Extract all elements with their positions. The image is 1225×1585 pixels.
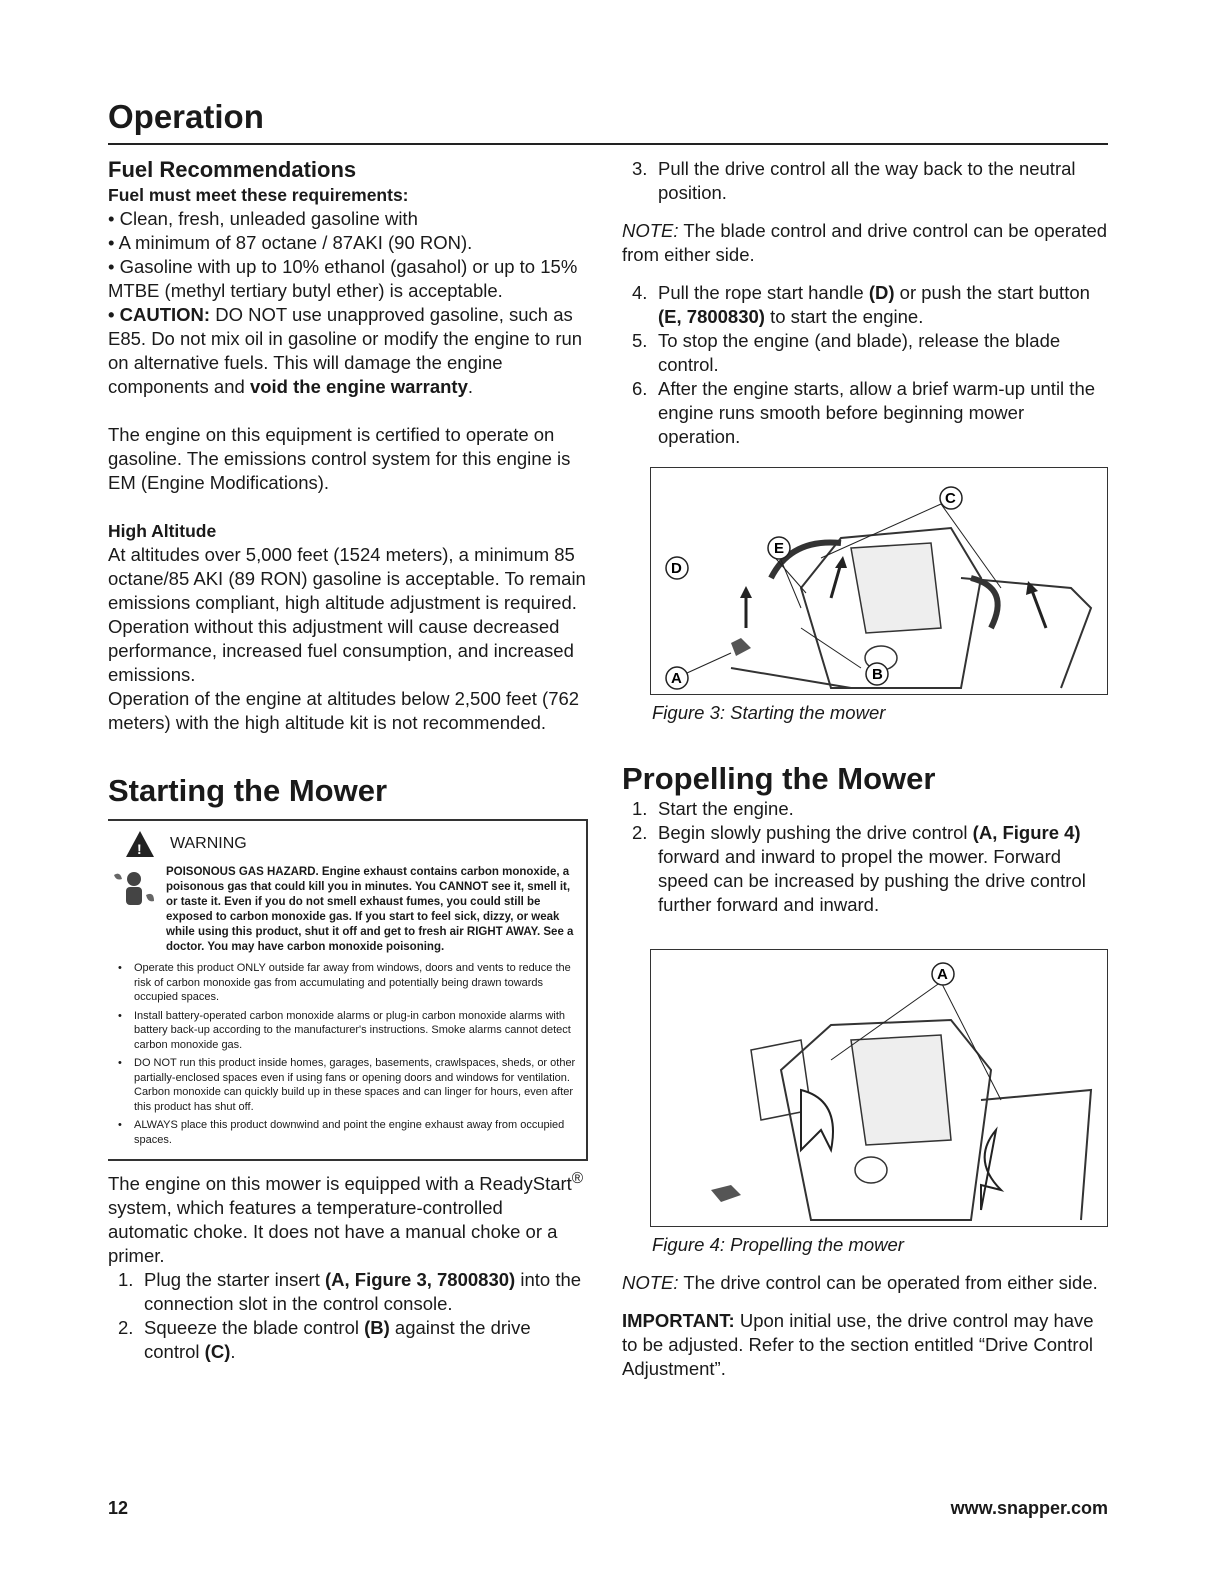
important-text: Upon initial use, the drive control may have to be adjusted. Refer to the section entitled “Drive Control Adjustment”.: [622, 1310, 1094, 1379]
step-text: against the drive control: [144, 1317, 531, 1363]
warning-label: WARNING: [170, 835, 247, 852]
footer-url: www.snapper.com: [950, 1498, 1108, 1518]
step-number: 3.: [632, 158, 648, 179]
step-text: Pull the drive control all the way back to the neutral position.: [658, 158, 1076, 203]
intro-text-a: The engine on this mower is equipped with a ReadyStart: [108, 1173, 572, 1195]
intro-text-b: system, which features a temperature-controlled automatic choke. It does not have a manual choke or a primer.: [108, 1197, 558, 1267]
starting-step-5: [622, 329, 1108, 377]
step-text: forward and inward to propel the mower. Forward speed can be increased by pushing the drive control further forward and inward.: [658, 846, 1086, 915]
note-text: The blade control and drive control can be operated from either side.: [622, 220, 1108, 265]
step-text: To stop the engine (and blade), release the blade control.: [658, 330, 1061, 375]
caution-text: DO NOT use unapproved gasoline, such as E85. Do not mix oil in gasoline or modify the engine to run on alternative fuels. This will damage the engine components and: [108, 304, 583, 397]
step-text: After the engine starts, allow a brief warm-up until the engine runs smooth before beginning mower operation.: [658, 378, 1096, 447]
warning-bullet: • DO NOT run this product inside homes, garages, basements, crawlspaces, sheds, or other partially-enclosed spaces even if using fans or opening doors and windows for ventilation. Carbon monoxide can quickly build up in these spaces and can linger for hours, even after this product has shut off.: [108, 1056, 578, 1114]
section-title: Operation: [108, 98, 264, 135]
step-bold: (A, Figure 4): [972, 822, 1081, 843]
starting-mower-illustration: [651, 468, 1107, 694]
step-text: .: [230, 1341, 236, 1363]
readystart-paragraph: [108, 1167, 588, 1268]
warning-list: [108, 961, 578, 1147]
propelling-note: [622, 1271, 1108, 1295]
callout-c: [940, 487, 962, 509]
figure-3-image: [650, 467, 1108, 695]
fuel-line-3: • Gasoline with up to 10% ethanol (gasahol) or up to 15% MTBE (methyl tertiary butyl ether) is acceptable.: [108, 256, 578, 301]
step-bold: (D): [868, 282, 895, 303]
step-text: Squeeze the blade control: [144, 1317, 365, 1339]
callout-a: [932, 963, 954, 985]
step-text: or push the start button: [894, 282, 1090, 303]
callout-d: [666, 557, 688, 579]
fuel-paragraph: The engine on this equipment is certified to operate on gasoline. The emissions control system for this engine is EM (Engine Modifications).: [108, 424, 571, 493]
propelling-heading: Propelling the Mower: [622, 761, 936, 796]
propelling-step-2: [622, 821, 1108, 917]
altitude-para-1: At altitudes over 5,000 feet (1524 meters), a minimum 85 octane/85 AKI (89 RON) gasoline is acceptable. To remain emissions compliant, high altitude adjustment is required. Operation without this adjustment will cause decreased performance, increased fuel consumption, and increased emissions.: [108, 544, 586, 685]
caution-bold: void the engine warranty: [249, 376, 468, 397]
altitude-para-2: Operation of the engine at altitudes below 2,500 feet (762 meters) with the high altitude kit is not recommended.: [108, 688, 580, 733]
propelling-mower-illustration: [651, 950, 1107, 1226]
starting-heading: Starting the Mower: [108, 773, 388, 808]
page-number: 12: [108, 1498, 129, 1518]
important-note: [622, 1309, 1108, 1381]
propelling-step-1: [622, 797, 1108, 821]
important-label: IMPORTANT:: [622, 1310, 735, 1331]
svg-text:A: A: [671, 670, 682, 687]
note-label: NOTE:: [622, 220, 679, 241]
warning-triangle-icon: !: [126, 831, 154, 857]
step-number: 5.: [632, 330, 648, 351]
fuel-subheading: Fuel must meet these requirements:: [108, 185, 409, 205]
caution-label: • CAUTION:: [108, 304, 211, 325]
right-column: [622, 157, 1108, 1381]
warning-bullet: • ALWAYS place this product downwind and point the engine exhaust away from occupied spaces.: [108, 1118, 578, 1147]
svg-text:E: E: [774, 540, 785, 557]
starting-steps-right-2: [622, 281, 1108, 449]
step-text: Plug the starter insert: [144, 1269, 325, 1291]
left-column: [108, 157, 588, 1364]
altitude-heading: High Altitude: [108, 521, 217, 541]
callout-a: [666, 667, 688, 689]
fuel-line-1: • Clean, fresh, unleaded gasoline with: [108, 208, 418, 229]
step-text: Pull the rope start handle: [658, 282, 869, 303]
warning-poison-text: POISONOUS GAS HAZARD. Engine exhaust contains carbon monoxide, a poisonous gas that could kill you in minutes. You CANNOT see it, smell it, or taste it. Even if you do not smell exhaust fumes, you could still be exposed to carbon monoxide gas. If you start to feel sick, dizzy, or weak while using this product, shut it off and get to fresh air RIGHT AWAY. See a doctor. You may have carbon monoxide poisoning.: [166, 866, 574, 953]
propelling-steps: [622, 797, 1108, 917]
warning-box: [108, 819, 588, 1161]
step-bold: (A, Figure 3, 7800830): [324, 1269, 516, 1291]
step-number: 1.: [118, 1269, 134, 1291]
figure-4-caption: Figure 4: Propelling the mower: [652, 1234, 904, 1255]
starting-step-2: [108, 1316, 588, 1364]
step-bold: (C): [204, 1341, 231, 1363]
starting-step-6: [622, 377, 1108, 449]
registered-mark: ®: [571, 1170, 584, 1187]
step-text: to start the engine.: [764, 306, 924, 327]
step-number: 1.: [632, 798, 648, 819]
fuel-line-2: • A minimum of 87 octane / 87AKI (90 RON).: [108, 232, 473, 253]
starting-step-4: [622, 281, 1108, 329]
title-rule: [108, 143, 1108, 145]
step-bold: (E, 7800830): [658, 306, 765, 327]
svg-text:D: D: [671, 560, 682, 577]
starting-steps-left: [108, 1268, 588, 1364]
step-number: 2.: [118, 1317, 134, 1339]
svg-text:C: C: [945, 490, 956, 507]
warning-bullet: • Operate this product ONLY outside far away from windows, doors and vents to reduce the risk of carbon monoxide gas from accumulating and potentially being drawn towards occupied spaces.: [108, 961, 578, 1005]
step-number: 4.: [632, 282, 648, 303]
starting-step-1: [108, 1268, 588, 1316]
note-label: NOTE:: [622, 1272, 679, 1293]
fuel-heading: Fuel Recommendations: [108, 157, 357, 182]
starting-steps-right: [622, 157, 1108, 205]
svg-text:A: A: [937, 966, 948, 983]
step-text: into the connection slot in the control console.: [144, 1269, 582, 1315]
figure-3-caption: Figure 3: Starting the mower: [652, 702, 886, 723]
starting-note: [622, 219, 1108, 267]
step-bold: (B): [364, 1317, 390, 1339]
svg-text:B: B: [872, 666, 883, 683]
step-number: 6.: [632, 378, 648, 399]
fuel-caution: [108, 303, 588, 399]
step-text: Begin slowly pushing the drive control: [658, 822, 973, 843]
warning-bullet: • Install battery-operated carbon monoxide alarms or plug-in carbon monoxide alarms with battery back-up according to the manufacturer's instructions. Smoke alarms cannot detect carbon monoxide gas.: [108, 1009, 578, 1053]
callout-b: [866, 663, 888, 685]
note-text: The drive control can be operated from either side.: [678, 1272, 1098, 1293]
step-number: 2.: [632, 822, 648, 843]
starting-step-3: [622, 157, 1108, 205]
step-text: Start the engine.: [658, 798, 794, 819]
callout-e: [768, 537, 790, 559]
poison-gas-icon: [112, 865, 156, 909]
caution-end: .: [467, 376, 474, 397]
figure-4-image: [650, 949, 1108, 1227]
